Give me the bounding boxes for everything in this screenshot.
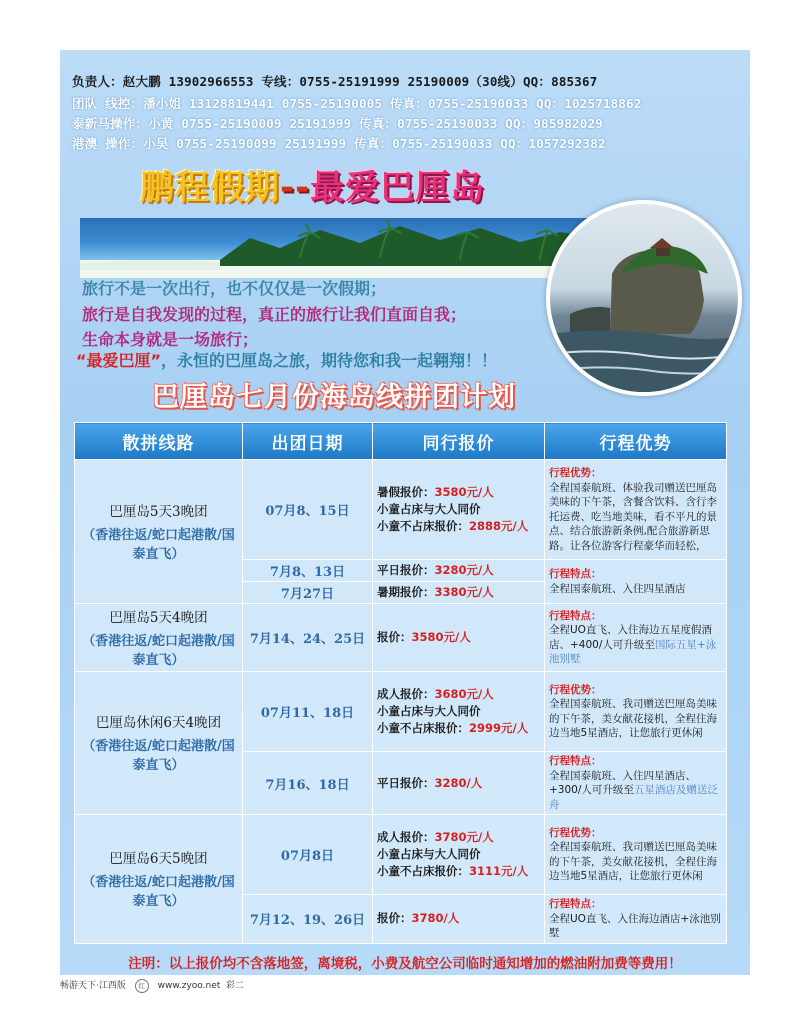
- header-merit: 行程优势: [545, 423, 727, 460]
- route-note: （香港往返/蛇口起港散/国泰直飞）: [82, 633, 235, 668]
- tour-price-table: [74, 422, 727, 944]
- table-row: [75, 815, 727, 895]
- price-value: 3380元/人: [434, 585, 494, 599]
- slogan-line-4-rest: ，永恒的巴厘岛之旅，期待您和我一起翱翔！！: [161, 351, 498, 370]
- route-note: （香港往返/蛇口起港散/国泰直飞）: [82, 739, 235, 773]
- price-label: 平日报价：: [377, 775, 435, 790]
- departure-date: 7月14、24、25日: [243, 604, 373, 672]
- price-value: 3680元/人: [434, 687, 494, 701]
- price-label: 小童占床与大人同价: [377, 704, 481, 718]
- magazine-name: 畅游天下·江西版: [60, 981, 126, 991]
- route-cell: [75, 604, 243, 672]
- departure-date: 7月27日: [243, 582, 373, 604]
- price-cell: [373, 752, 545, 815]
- price-value: 2999元/人: [469, 721, 529, 735]
- website-url: www.zyoo.net: [157, 981, 221, 991]
- route-name: 巴厘岛休闲6天4晚团: [95, 715, 222, 731]
- route-cell: [75, 815, 243, 944]
- route-cell: [75, 672, 243, 815]
- merit-heading: 行程优势：: [549, 683, 602, 696]
- temple-island-photo: [546, 200, 742, 396]
- magazine-logo-icon: 红: [135, 979, 149, 993]
- price-value: 2888元/人: [469, 519, 529, 533]
- merit-heading: 行程特点：: [549, 609, 602, 622]
- merit-heading: 行程特点：: [549, 755, 602, 767]
- contact-line-manager: 负责人：赵大鹏 13902966553 专线：0755-25191999 25190009（30线）QQ：885367: [72, 74, 598, 89]
- merit-cell: [545, 895, 727, 944]
- page-label: 彩二: [226, 981, 245, 991]
- beach-banner-image: [80, 218, 600, 278]
- merit-cell: [545, 672, 727, 752]
- price-cell: [373, 560, 545, 582]
- route-name: 巴厘岛5天4晚团: [109, 609, 208, 626]
- route-note: （香港往返/蛇口起港散/国泰直飞）: [82, 527, 235, 562]
- price-cell: [373, 815, 545, 895]
- price-label: 小童不占床报价：: [377, 864, 469, 878]
- contact-line-sea: 泰新马操作：小黄 0755-25190009 25191999 传真：0755-25190033 QQ：985982029: [72, 116, 603, 131]
- price-value: 3111元/人: [469, 864, 529, 878]
- price-label: 成人报价：: [377, 687, 435, 701]
- merit-heading: 行程优势：: [549, 826, 602, 839]
- price-label: 小童不占床报价：: [377, 721, 469, 735]
- merit-text: 全程UO直飞、入住海边酒店+泳池别墅: [549, 912, 721, 939]
- route-name: 巴厘岛6天5晚团: [109, 850, 208, 867]
- route-note: （香港往返/蛇口起港散/国泰直飞）: [82, 874, 235, 909]
- price-value: 3280元/人: [434, 563, 494, 577]
- price-value: 3280/人: [434, 775, 483, 790]
- merit-text: 全程国泰航班、我司赠送巴厘岛美味的下午茶，美女献花接机，全程住海边当地5星酒店，让您旅行更休闲: [549, 698, 717, 739]
- slogan-line-3: 生命本身就是一场旅行；: [82, 330, 259, 349]
- price-cell: [373, 604, 545, 672]
- price-label: 平日报价：: [377, 563, 435, 577]
- price-cell: [373, 460, 545, 560]
- merit-cell: [545, 752, 727, 815]
- table-row: [75, 672, 727, 752]
- table-header-row: [75, 423, 727, 460]
- page-footer: [60, 978, 244, 993]
- merit-text: 全程UO直飞、入住海边五星度假酒店、+400/人可升级至: [549, 624, 712, 651]
- table-row: [75, 604, 727, 672]
- price-value: 3580元/人: [411, 630, 471, 644]
- price-value: 3780/人: [411, 911, 460, 926]
- price-label: 小童不占床报价：: [377, 519, 469, 533]
- price-cell: [373, 582, 545, 604]
- price-label: 暑假报价：: [377, 485, 435, 499]
- merit-heading: 行程优势：: [549, 467, 602, 479]
- title-destination: 最爱巴厘岛: [310, 168, 486, 208]
- header-route: 散拼线路: [75, 423, 243, 460]
- slogan-line-1: 旅行不是一次出行，也不仅仅是一次假期；: [82, 279, 387, 298]
- contact-line-team: 团队 线控：潘小姐 13128819441 0755-25190005 传真：0755-25190033 QQ：1025718862: [72, 96, 642, 111]
- slogan-highlight: “最爱巴厘”: [76, 351, 162, 370]
- merit-cell: [545, 460, 727, 560]
- price-footnote: 注明：以上报价均不含落地签，离境税，小费及航空公司临时通知增加的燃油附加费等费用！: [128, 956, 682, 972]
- slogan-line-2: 旅行是自我发现的过程，真正的旅行让我们直面自我；: [82, 305, 467, 324]
- merit-text: 全程国泰航班、我司赠送巴厘岛美味的下午茶，美女献花接机，全程住海边当地5星酒店，让您旅行更休闲: [549, 841, 717, 882]
- title-brand: 鹏程假期: [140, 168, 280, 208]
- departure-date: 07月11、18日: [243, 672, 373, 752]
- route-cell: [75, 460, 243, 604]
- merit-cell: [545, 815, 727, 895]
- price-cell: [373, 672, 545, 752]
- price-label: 暑期报价：: [377, 585, 435, 599]
- departure-date: 7月12、19、26日: [243, 895, 373, 944]
- departure-date: 07月8日: [243, 815, 373, 895]
- header-date: 出团日期: [243, 423, 373, 460]
- merit-upgrade-text: 五星酒店及赠送泛舟: [549, 784, 718, 811]
- plan-subtitle: 巴厘岛七月份海岛线拼团计划: [152, 382, 516, 413]
- merit-text: 全程国泰航班、体验我司赠送巴厘岛美味的下午茶，含餐含饮料、含行李托运费、吃当地美味，看不平凡的景点、结合旅游新条例,配合旅游新思路。让各位游客行程豪华而轻松，: [549, 481, 717, 552]
- merit-cell: [545, 560, 727, 604]
- price-label: 小童占床与大人同价: [377, 502, 481, 516]
- price-cell: [373, 895, 545, 944]
- merit-cell: [545, 604, 727, 672]
- merit-heading: 行程特点：: [549, 898, 602, 910]
- price-value: 3780元/人: [434, 830, 494, 844]
- merit-text: 全程国泰航班、入住四星酒店、+300/人可升级至: [549, 769, 696, 796]
- merit-upgrade-text: 国际五星+泳池别墅: [549, 638, 717, 665]
- main-title: [140, 160, 485, 209]
- contact-line-hk: 港澳 操作：小吴 0755-25190099 25191999 传真：0755-25190033 QQ：1057292382: [72, 136, 606, 151]
- merit-heading: 行程特点：: [549, 568, 602, 580]
- merit-text: 全程国泰航班、入住四星酒店: [549, 582, 686, 595]
- price-label: 报价：: [377, 630, 412, 644]
- route-name: 巴厘岛5天3晚团: [109, 503, 208, 520]
- price-label: 成人报价：: [377, 830, 435, 844]
- price-value: 3580元/人: [434, 485, 494, 499]
- slogan-line-4: [76, 348, 497, 371]
- departure-date: 7月16、18日: [243, 752, 373, 815]
- departure-date: 07月8、15日: [243, 460, 373, 560]
- price-label: 小童占床与大人同价: [377, 847, 481, 861]
- price-label: 报价：: [377, 911, 412, 926]
- departure-date: 7月8、13日: [243, 560, 373, 582]
- header-price: 同行报价: [373, 423, 545, 460]
- table-row: [75, 460, 727, 560]
- title-dash: --: [280, 168, 311, 208]
- poster: [60, 50, 750, 975]
